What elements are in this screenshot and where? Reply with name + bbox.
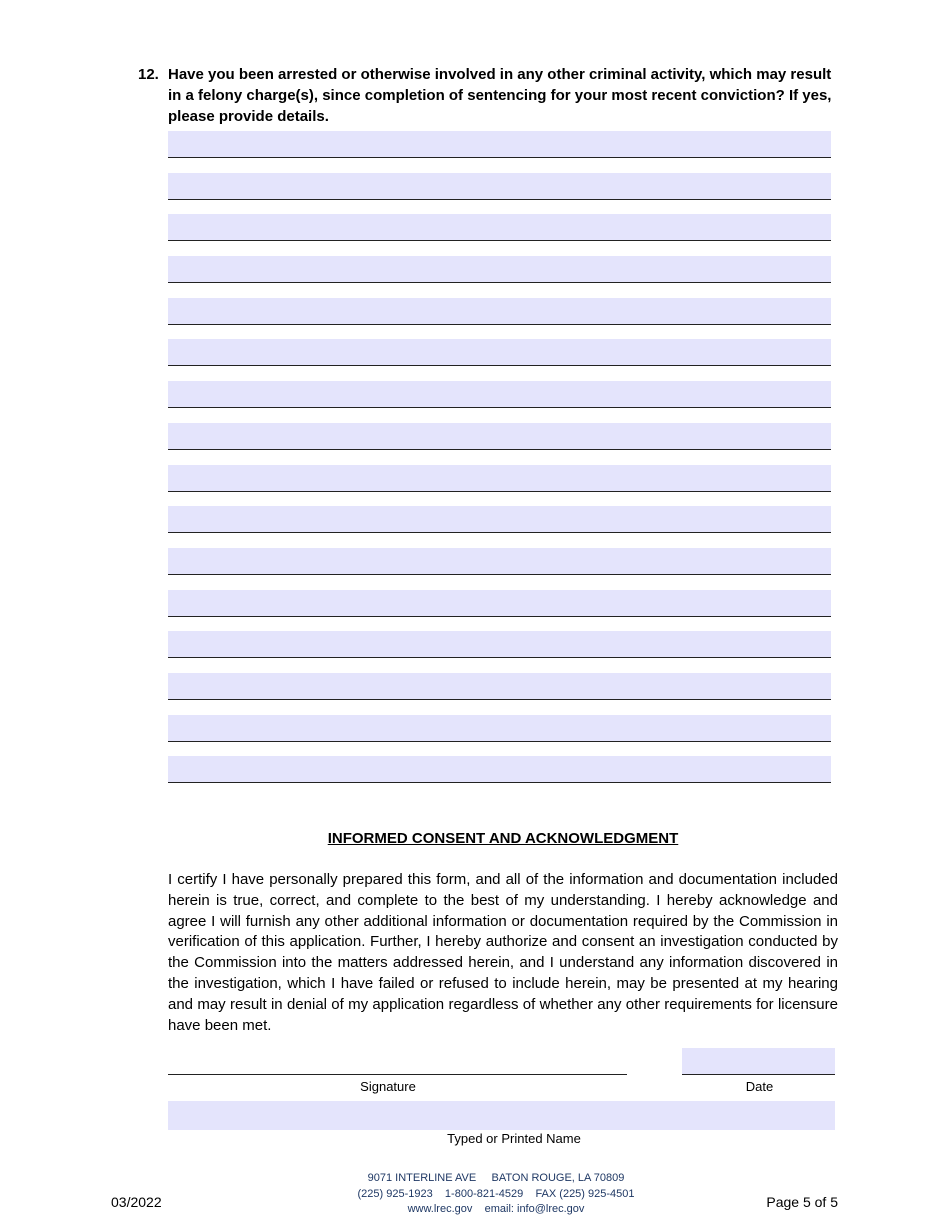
question-text: Have you been arrested or otherwise involved in any other criminal activity, which may result in a felony charge(s), since completion of sentencing for your most recent conviction? If yes, please provide details. [168,66,832,125]
footer-address-line: 9071 INTERLINE AVE BATON ROUGE, LA 70809 [367,1172,625,1184]
answer-line[interactable] [168,256,831,283]
answer-line[interactable] [168,173,831,200]
answer-line[interactable] [168,631,831,658]
footer-address [326,1171,666,1218]
answer-lines [168,131,831,798]
answer-line[interactable] [168,715,831,742]
answer-line[interactable] [168,423,831,450]
signature-label: Signature [360,1079,416,1094]
date-label: Date [745,1079,774,1094]
answer-line[interactable] [168,298,831,325]
answer-line[interactable] [168,756,831,783]
answer-line[interactable] [168,506,831,533]
footer-web-line: www.lrec.gov email: info@lrec.gov [407,1203,585,1215]
footer-phone-line: (225) 925-1923 1-800-821-4529 FAX (225) 925-4501 [357,1187,635,1200]
answer-line[interactable] [168,590,831,617]
answer-line[interactable] [168,214,831,241]
answer-line[interactable] [168,548,831,575]
question-number: 12. [138,66,159,83]
printed-name-field[interactable] [168,1101,835,1130]
answer-line[interactable] [168,131,831,158]
page-number: Page 5 of 5 [766,1194,838,1210]
answer-line[interactable] [168,381,831,408]
answer-line[interactable] [168,673,831,700]
answer-line[interactable] [168,465,831,492]
date-field[interactable] [682,1048,835,1075]
printed-name-label: Typed or Printed Name [447,1131,581,1146]
consent-body: I certify I have personally prepared this form, and all of the information and documentation included herein is true, correct, and complete to the best of my understanding. I hereby acknowledge and agree I will furnish any other additional information or documentation required by the Commission in verification of this application. Further, I hereby authorize and consent an investigation conducted by the Commission into the matters addressed herein, and I understand any information discovered in the investigation, which I have failed or refused to include herein, may be presented at my hearing and may result in denial of my application regardless of whether any other requirements for licensure have been met. [168,871,838,1034]
answer-line[interactable] [168,339,831,366]
signature-line[interactable] [168,1074,627,1075]
consent-title: INFORMED CONSENT AND ACKNOWLEDGMENT [327,830,679,847]
form-revision-date: 03/2022 [111,1194,162,1210]
